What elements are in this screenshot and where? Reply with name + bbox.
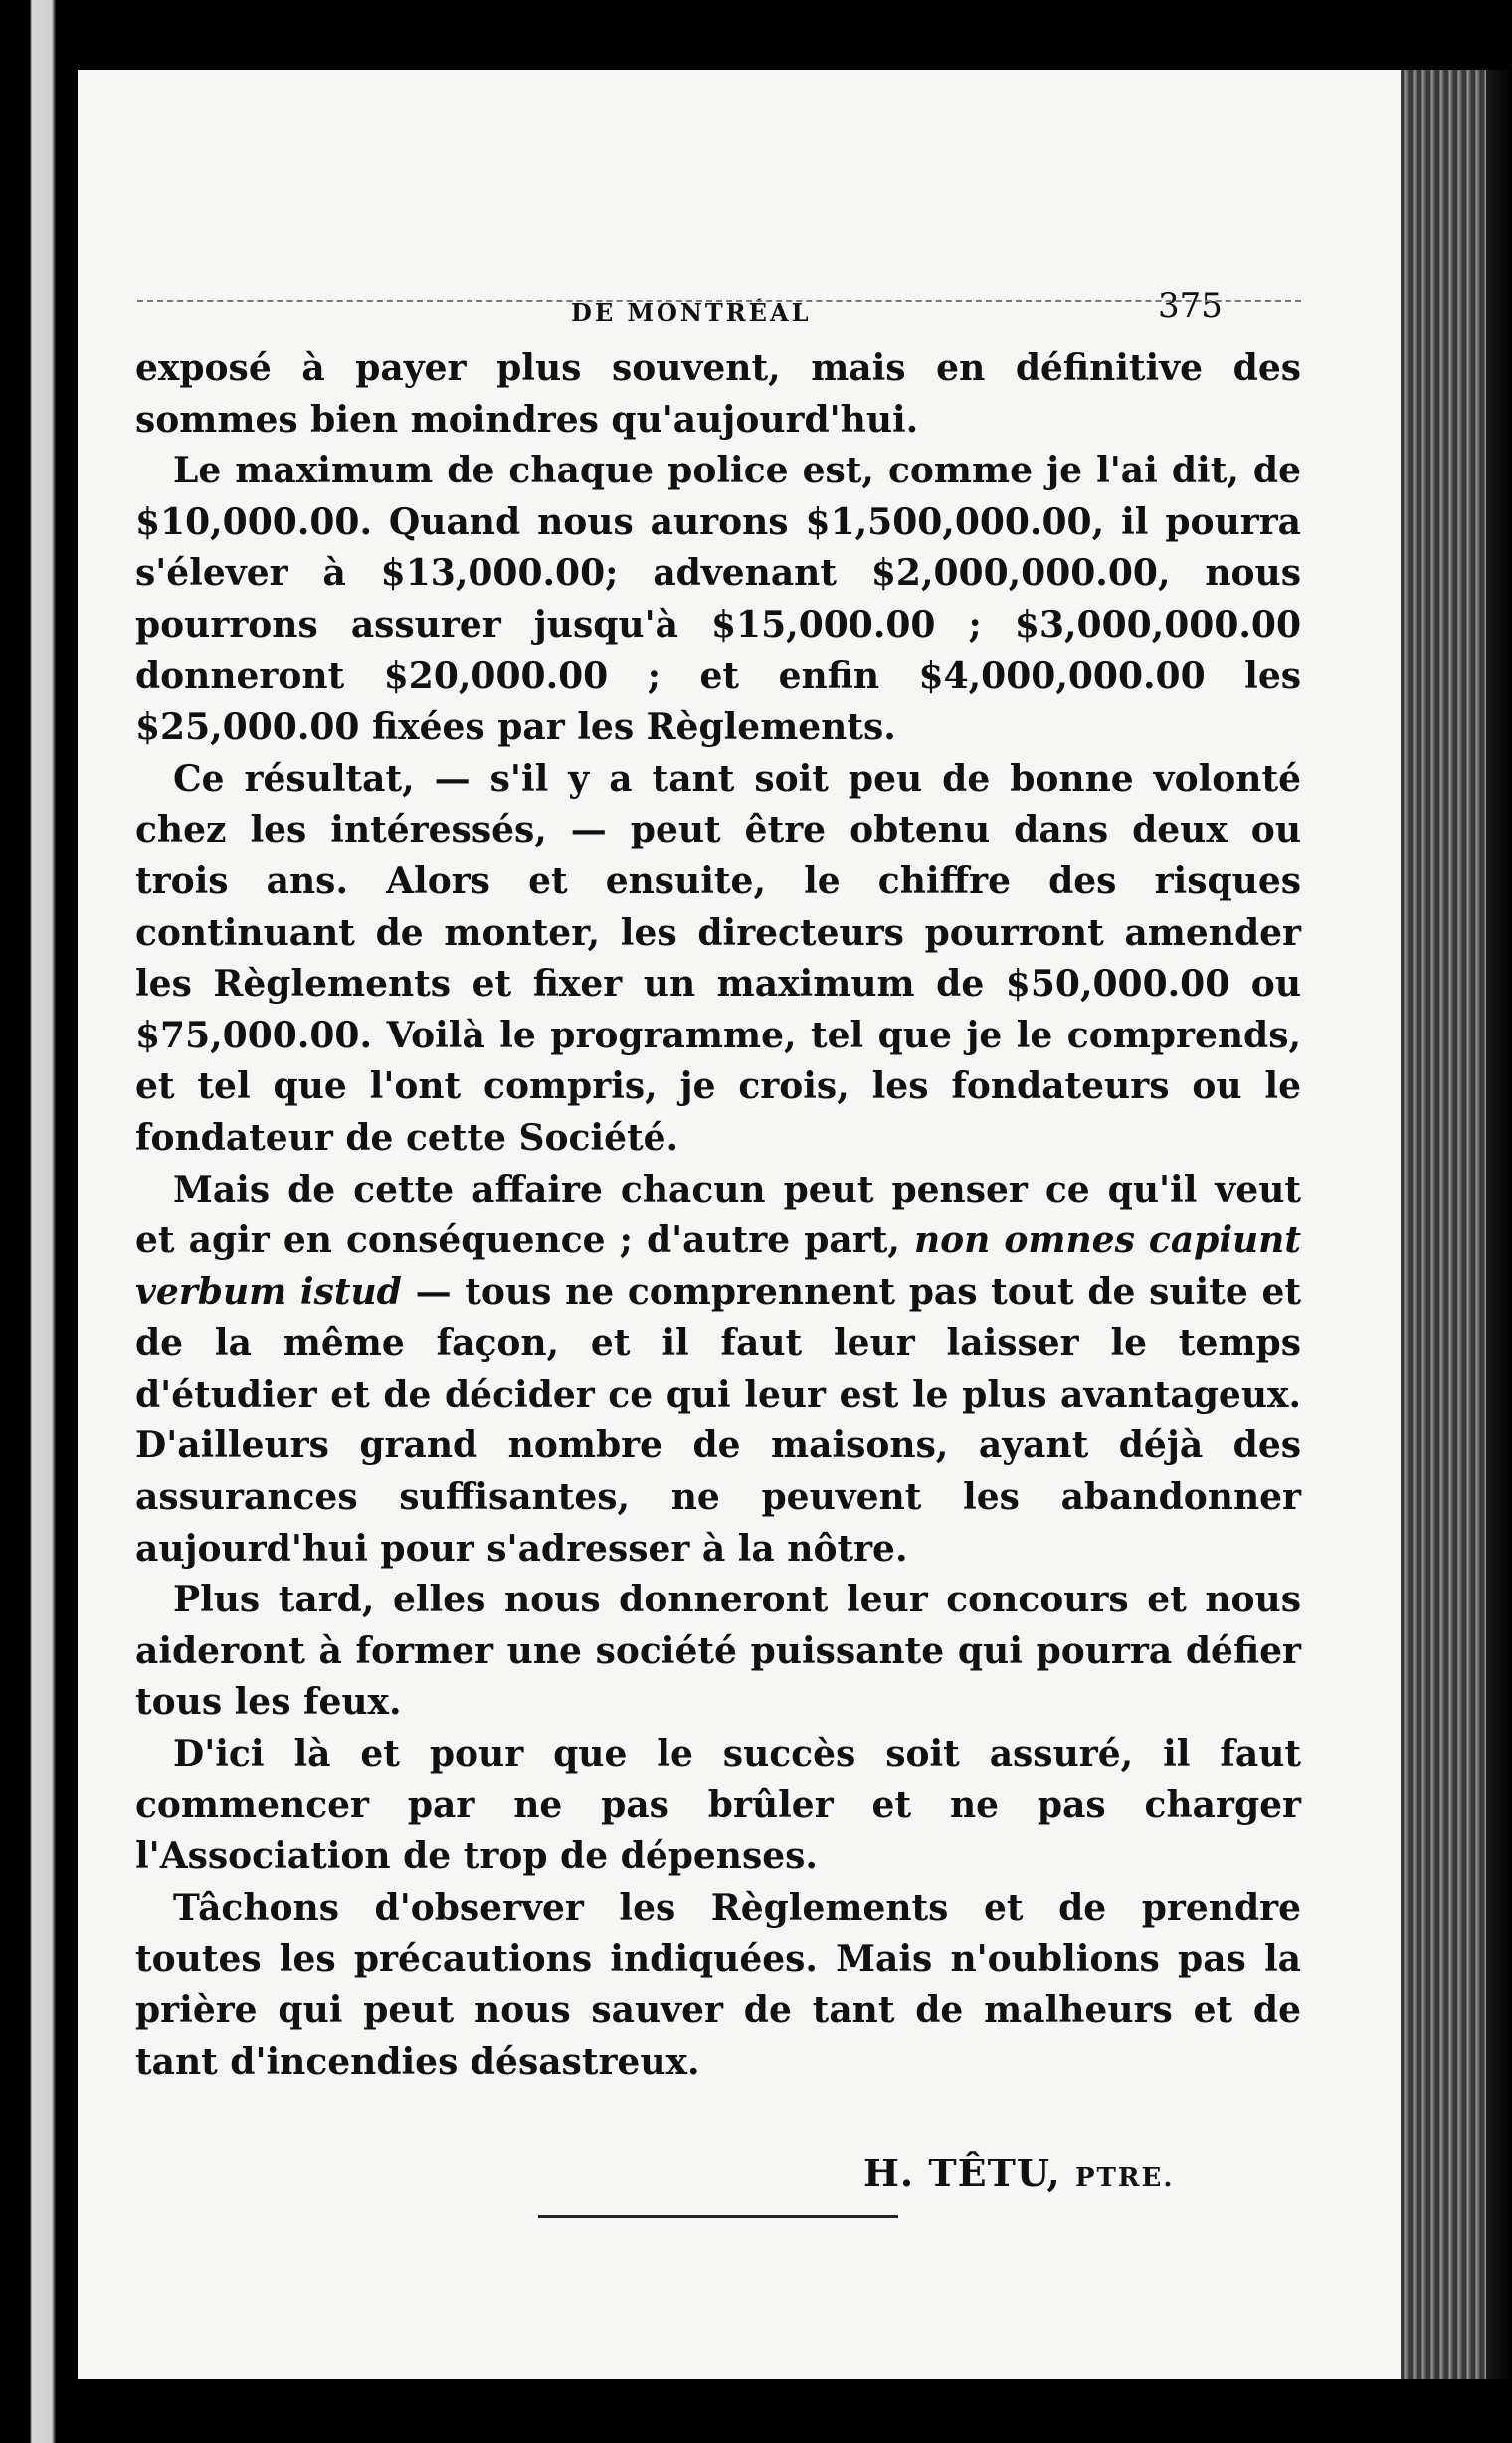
closing-rule <box>538 2215 898 2218</box>
page-number: 375 <box>1158 286 1223 326</box>
signature-title: PTRE. <box>1075 2163 1175 2193</box>
paragraph-text: Mais de cette affaire chacun peut penser ce qu'il veut et agir en conséquence ; d'autre part, <box>135 1168 1301 1262</box>
book-page <box>78 70 1401 2379</box>
signature <box>863 2151 1174 2195</box>
header-rule <box>137 300 1301 302</box>
scan-border-left <box>0 0 78 2443</box>
paragraph: Plus tard, elles nous donneront leur concours et nous aideront à former une société puissante qui pourra défier tous les feux. <box>135 1579 1301 1724</box>
paragraph: D'ici là et pour que le succès soit assuré, il faut commencer par ne pas brûler et ne pas charger l'Association de trop de dépenses. <box>135 1733 1301 1878</box>
page-header <box>78 237 1401 327</box>
signature-name: H. TÊTU, <box>863 2151 1061 2195</box>
paragraph: Tâchons d'observer les Règlements et de prendre toutes les précautions indiquées. Mais n'oublions pas la prière qui peut nous sauver de tant de malheurs et de tant d'incendies désastreux. <box>135 1886 1301 2083</box>
body-text <box>135 343 1301 2088</box>
book-edge <box>1401 70 1512 2379</box>
running-head: DE MONTRÉAL <box>571 298 812 327</box>
paragraph-text: — tous ne comprennent pas tout de suite et de la même façon, et il faut leur laisser le temps d'étudier et de décider ce qui leur est le plus avantageux. D'ailleurs grand nombre de maisons, ayant déjà des assurances suffisantes, ne peuvent les abandonner aujourd'hui pour s'adresser à la nôtre. <box>135 1270 1301 1570</box>
latin-quote: non omnes capiunt verbum istud <box>135 1220 1301 1313</box>
paragraph: Le maximum de chaque police est, comme je l'ai dit, de $10,000.00. Quand nous aurons $1,500,000.00, il pourra s'élever à $13,000.00; advenant $2,000,000.00, nous pourrons assurer jusqu'à $15,000.00 ; $3,000,000.00 donneront $20,000.00 ; et enfin $4,000,000.00 les $25,000.00 fixées par les Règlements. <box>135 450 1301 749</box>
paragraph: Ce résultat, — s'il y a tant soit peu de bonne volonté chez les intéressés, — peut être obtenu dans deux ou trois ans. Alors et ensuite, le chiffre des risques continuant de monter, les directeurs pourront amender les Règlements et fixer un maximum de $50,000.00 ou $75,000.00. Voilà le programme, tel que je le comprends, et tel que l'ont compris, je crois, les fondateurs ou le fondateur de cette Société. <box>135 757 1301 1159</box>
paragraph <box>135 1165 1301 1576</box>
paragraph: exposé à payer plus souvent, mais en définitive des sommes bien moindres qu'aujourd'hui. <box>135 347 1301 441</box>
